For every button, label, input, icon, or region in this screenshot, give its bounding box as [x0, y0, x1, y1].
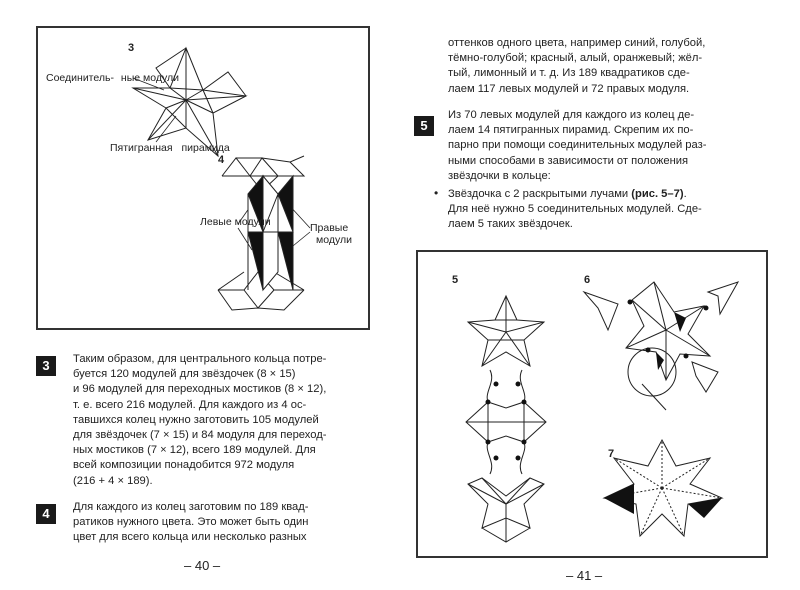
right-modules-label-line1: Правые	[310, 222, 349, 234]
bullet-line-1-text: Звёздочка с 2 раскрытыми лучами	[448, 188, 632, 200]
figure-panel-left	[36, 26, 370, 330]
connecting-modules-label-line1: Соединитель-	[46, 72, 114, 84]
step-5-line: Из 70 левых модулей для каждого из колец де-	[448, 109, 695, 121]
right-modules-label	[310, 222, 368, 246]
step-3-line: тавшихся колец нужно заготовить 105 модулей	[73, 413, 319, 426]
step-5-line: звёздочки в кольце:	[448, 169, 551, 182]
figure-4-number: 4	[218, 154, 225, 166]
right-page	[400, 0, 800, 590]
fig6-shadow-panels	[656, 312, 686, 370]
page-number-left: – 40 –	[184, 558, 221, 573]
fig6-module-right	[708, 282, 738, 314]
figure-3-number: 3	[128, 42, 135, 54]
figure-6-number: 6	[584, 274, 591, 286]
fig6-module-left	[584, 292, 618, 330]
left-modules-label-line1: Левые	[200, 216, 232, 228]
step-3-line: т. е. всего 216 модулей. Для каждого из 4 ос-	[73, 398, 307, 411]
bullet-line-1	[448, 187, 758, 202]
right-modules-label-line2: модули	[316, 234, 352, 246]
connecting-modules-label	[46, 72, 179, 84]
left-modules-label	[200, 216, 271, 228]
step-5-line: парно при помощи соединительных модулей раз-	[448, 139, 707, 152]
step-5-line: лаем 14 пятигранных пирамид. Скрепим их по-	[448, 124, 694, 137]
step-3-line: ных мостиков (7 × 12), всего 189 модулей. Для	[73, 444, 316, 457]
fig6-ring	[628, 348, 676, 396]
fig6-module-bottom	[692, 362, 718, 392]
bullet-text	[448, 187, 758, 233]
step-3-line: всей композиции понадобится 972 модуля	[73, 459, 295, 472]
step-3-text	[73, 352, 371, 489]
step-5-badge: 5	[414, 116, 434, 136]
continuation-line: тый, лимонный и т. д. Из 189 квадратиков сде-	[448, 67, 690, 80]
bullet-line-2: Для неё нужно 5 соединительных модулей. Сде-	[448, 203, 702, 216]
figure-5-number: 5	[452, 274, 459, 286]
left-modules-label-line2: модули	[234, 216, 271, 228]
step-3-badge: 3	[36, 356, 56, 376]
step-4-line: Для каждого из колец заготовим по 189 квад-	[73, 501, 309, 513]
bullet-marker: •	[434, 186, 439, 200]
step-3-line: Таким образом, для центрального кольца потре-	[73, 353, 327, 365]
figure-reference: (рис. 5–7)	[631, 188, 684, 200]
figure-panel-right	[416, 250, 768, 558]
continuation-line: тёмно-голубой; красный, алый, оранжевый; жёл-	[448, 52, 703, 65]
fig5-top-star-lines	[468, 296, 544, 366]
step-3-line: (216 + 4 × 189).	[73, 474, 153, 487]
continuation-line: лаем 117 левых модулей и 72 правых модуля.	[448, 82, 690, 95]
step-4-line: ратиков нужного цвета. Это может быть один	[73, 516, 309, 529]
connecting-modules-label-line2: ные модули	[120, 72, 179, 84]
figure-panel-right-drawing	[418, 252, 766, 556]
figure-7-number: 7	[608, 448, 615, 460]
step-3-line: буется 120 модулей для звёздочек (8 × 15)	[73, 368, 296, 381]
bullet-line-1-end: .	[683, 188, 687, 200]
fig7-star-lines	[604, 440, 722, 536]
fig5-bottom-star-lines	[468, 478, 544, 542]
bullet-line-3: лаем 5 таких звёздочек.	[448, 218, 573, 231]
pyramid-label	[110, 142, 230, 154]
step-3-line: и 96 модулей для переходных мостиков (8 × 12),	[73, 383, 327, 396]
step-4-text	[73, 500, 371, 546]
fig6-star-lines	[626, 282, 710, 380]
bridge-diamonds	[248, 176, 293, 290]
continuation-text	[448, 36, 758, 97]
step-5-line: ными способами в зависимости от положения	[448, 154, 689, 167]
step-4-line: цвет для всего кольца или несколько разных	[73, 531, 307, 544]
pyramid-label-line1: Пятигранная	[110, 142, 173, 154]
pyramid-label-line2: пирамида	[181, 142, 230, 154]
step-4-badge: 4	[36, 504, 56, 524]
step-3-line: для звёздочек (7 × 15) и 84 модуля для переход-	[73, 429, 327, 442]
continuation-line: оттенков одного цвета, например синий, голубой,	[448, 37, 706, 49]
step-5-text	[448, 108, 758, 184]
page-number-right: – 41 –	[566, 568, 603, 583]
